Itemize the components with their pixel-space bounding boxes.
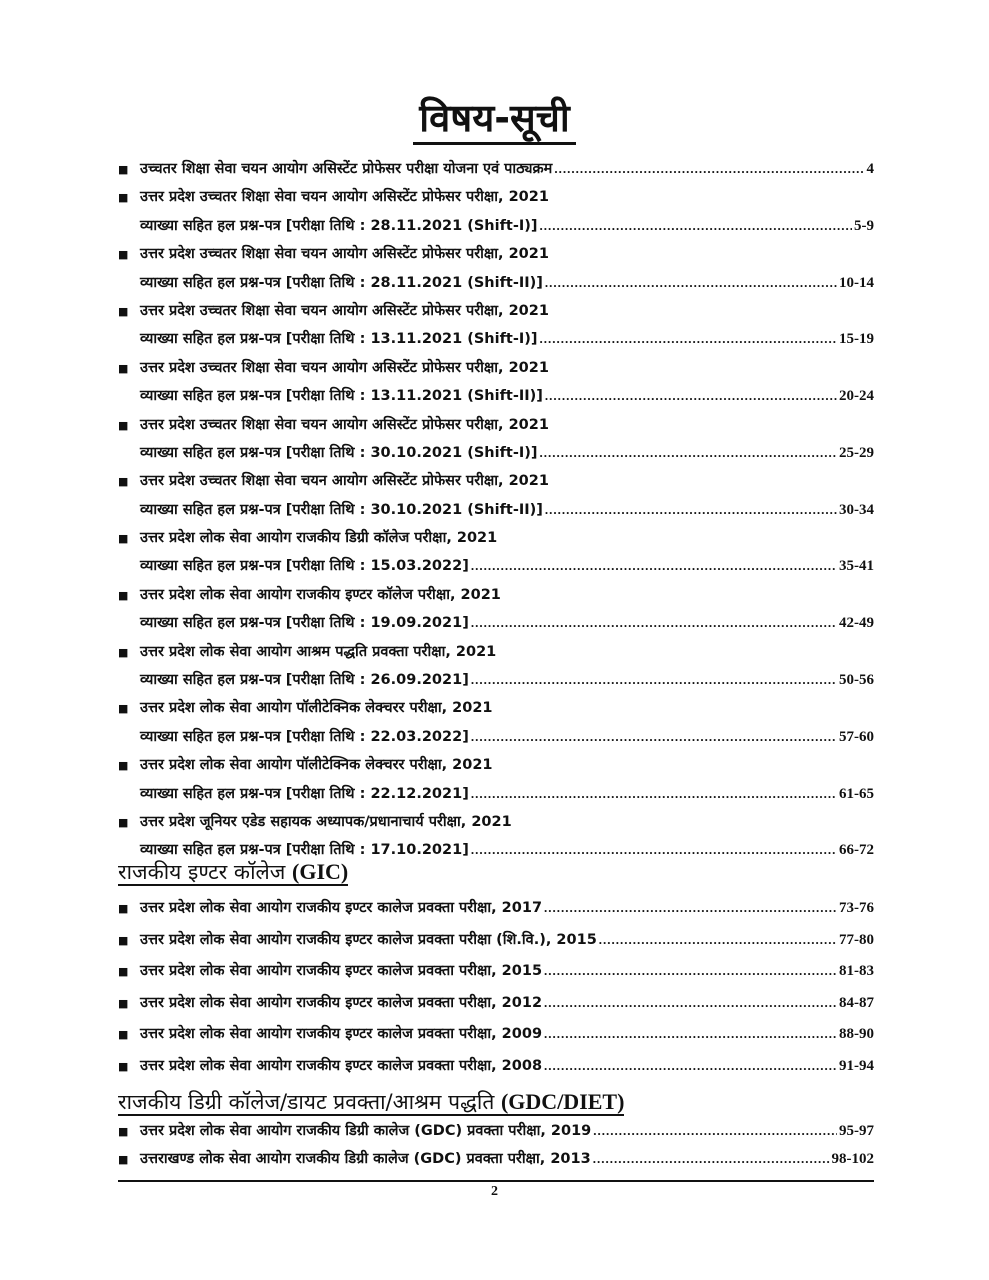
toc-entry-subtitle: व्याख्या सहित हल प्रश्न-पत्र [परीक्षा तिथि : 15.03.2022] [140, 558, 469, 575]
toc-entry-subtitle: व्याख्या सहित हल प्रश्न-पत्र [परीक्षा तिथि : 19.09.2021] [140, 615, 469, 632]
toc-entry-pages: 73-76 [839, 900, 874, 916]
toc-entry-pages: 15-19 [839, 331, 874, 348]
bullet-icon: ■ [118, 933, 129, 947]
toc-entry-pages: 77-80 [839, 931, 874, 948]
toc-entry-title: उत्तर प्रदेश लोक सेवा आयोग पॉलीटेक्निक लेक्चरर परीक्षा, 2021 [140, 757, 493, 774]
toc-entry-subtitle: व्याख्या सहित हल प्रश्न-पत्र [परीक्षा तिथि : 22.12.2021] [140, 785, 469, 802]
section-heading-gic-hindi: राजकीय इण्टर कॉलेज [118, 860, 286, 884]
toc-entry-subtitle: व्याख्या सहित हल प्रश्न-पत्र [परीक्षा तिथि : 22.03.2022] [140, 728, 469, 745]
toc-entry-pages: 98-102 [831, 1151, 874, 1167]
toc-entry-title: उत्तर प्रदेश लोक सेवा आयोग राजकीय इण्टर कालेज प्रवक्ता परीक्षा, 2012 [140, 994, 543, 1011]
toc-entry-pages: 88-90 [839, 1026, 874, 1043]
toc-entry [118, 992, 874, 1024]
section-heading-gdc [118, 1088, 624, 1116]
bullet-icon: ■ [118, 475, 129, 489]
bullet-icon: ■ [118, 815, 129, 829]
dot-leader [540, 218, 852, 234]
toc-entry-pages: 42-49 [839, 615, 874, 632]
toc-entry-title: उत्तर प्रदेश उच्चतर शिक्षा सेवा चयन आयोग असिस्टेंट प्रोफेसर परीक्षा, 2021 [140, 416, 549, 433]
toc-entry-title: उत्तर प्रदेश लोक सेवा आयोग राजकीय इण्टर कॉलेज परीक्षा, 2021 [140, 586, 501, 603]
toc-entry-line1 [118, 641, 874, 669]
toc-entry-title: उत्तर प्रदेश उच्चतर शिक्षा सेवा चयन आयोग असिस्टेंट प्रोफेसर परीक्षा, 2021 [140, 473, 549, 490]
toc-entry-title: उत्तर प्रदेश जूनियर एडेड सहायक अध्यापक/प्रधानाचार्य परीक्षा, 2021 [140, 813, 512, 830]
toc-entry-subtitle: व्याख्या सहित हल प्रश्न-पत्र [परीक्षा तिथि : 17.10.2021] [140, 842, 469, 859]
toc-entry-subtitle: व्याख्या सहित हल प्रश्न-पत्र [परीक्षा तिथि : 26.09.2021] [140, 672, 469, 689]
toc-entry-pages: 10-14 [839, 274, 874, 291]
toc-section-gic [118, 897, 874, 1087]
toc-entry-pages: 91-94 [839, 1057, 874, 1074]
toc-entry-pages: 4 [866, 161, 874, 177]
bullet-icon: ■ [118, 588, 129, 602]
toc-entry-pages: 50-56 [839, 672, 874, 689]
toc-entry-line2 [118, 499, 874, 527]
bullet-icon: ■ [118, 532, 129, 546]
toc-entry-line1 [118, 186, 874, 214]
section-heading-gdc-code: (GDC/DIET) [500, 1089, 625, 1114]
toc-entry-title: उत्तर प्रदेश लोक सेवा आयोग राजकीय इण्टर कालेज प्रवक्ता परीक्षा, 2017 [140, 900, 543, 916]
toc-entry-title: उत्तराखण्ड लोक सेवा आयोग राजकीय डिग्री कालेज (GDC) प्रवक्ता परीक्षा, 2013 [140, 1151, 591, 1167]
toc-entry [118, 1023, 874, 1055]
toc-entry-line1 [118, 470, 874, 498]
toc-entry-line1 [118, 357, 874, 385]
toc-entry-pages: 95-97 [839, 1123, 874, 1139]
bullet-icon: ■ [118, 759, 129, 773]
bullet-icon: ■ [118, 163, 129, 176]
dot-leader [471, 842, 837, 858]
toc-entry [118, 1148, 874, 1176]
toc-entry-pages: 81-83 [839, 963, 874, 980]
dot-leader [471, 558, 837, 574]
toc-entry-line1 [118, 527, 874, 555]
page-title-text: विषय-सूची [413, 96, 575, 145]
bullet-icon: ■ [118, 965, 129, 979]
toc-entry-pages: 20-24 [839, 388, 874, 405]
toc-entry-line2 [118, 385, 874, 413]
toc-entry-subtitle: व्याख्या सहित हल प्रश्न-पत्र [परीक्षा तिथि : 28.11.2021 (Shift-I)] [140, 217, 538, 234]
toc-entry-title: उत्तर प्रदेश लोक सेवा आयोग राजकीय डिग्री कालेज (GDC) प्रवक्ता परीक्षा, 2019 [140, 1123, 592, 1139]
toc-entry-pages: 25-29 [839, 444, 874, 461]
toc-entry-line2 [118, 726, 874, 754]
toc-section-main [118, 158, 874, 868]
toc-entry-title: उत्तर प्रदेश लोक सेवा आयोग राजकीय इण्टर कालेज प्रवक्ता परीक्षा, 2008 [140, 1057, 543, 1074]
bullet-icon: ■ [118, 191, 129, 205]
bullet-icon: ■ [118, 248, 129, 262]
dot-leader [540, 445, 837, 461]
toc-entry-title: उत्तर प्रदेश लोक सेवा आयोग राजकीय इण्टर कालेज प्रवक्ता परीक्षा, 2009 [140, 1026, 543, 1043]
toc-entry-subtitle: व्याख्या सहित हल प्रश्न-पत्र [परीक्षा तिथि : 13.11.2021 (Shift-II)] [140, 388, 543, 405]
dot-leader [471, 615, 837, 631]
bullet-icon: ■ [118, 304, 129, 318]
bullet-icon: ■ [118, 361, 129, 375]
toc-entry-line2 [118, 328, 874, 356]
toc-section-gdc [118, 1120, 874, 1176]
dot-leader [593, 1123, 837, 1139]
toc-entry-pages: 66-72 [839, 842, 874, 859]
toc-entry-line2 [118, 669, 874, 697]
toc-entry-subtitle: व्याख्या सहित हल प्रश्न-पत्र [परीक्षा तिथि : 30.10.2021 (Shift-I)] [140, 444, 538, 461]
dot-leader [545, 502, 837, 518]
section-heading-gic [118, 858, 348, 886]
toc-entry-line1 [118, 243, 874, 271]
toc-entry-line2 [118, 442, 874, 470]
toc-entry-title: उत्तर प्रदेश लोक सेवा आयोग आश्रम पद्धति प्रवक्ता परीक्षा, 2021 [140, 643, 497, 660]
dot-leader [544, 1026, 837, 1042]
toc-entry-pages: 5-9 [854, 217, 874, 234]
section-heading-gdc-underline [118, 1090, 624, 1116]
bullet-icon: ■ [118, 645, 129, 659]
dot-leader [554, 161, 864, 177]
section-heading-gic-underline [118, 860, 348, 886]
toc-entry [118, 897, 874, 929]
toc-entry-pages: 30-34 [839, 501, 874, 518]
toc-entry [118, 158, 874, 186]
toc-entry [118, 1120, 874, 1148]
toc-entry-subtitle: व्याख्या सहित हल प्रश्न-पत्र [परीक्षा तिथि : 28.11.2021 (Shift-II)] [140, 274, 543, 291]
toc-entry-pages: 61-65 [839, 785, 874, 802]
dot-leader [599, 932, 837, 948]
toc-entry-title: उत्तर प्रदेश उच्चतर शिक्षा सेवा चयन आयोग असिस्टेंट प्रोफेसर परीक्षा, 2021 [140, 189, 549, 206]
dot-leader [545, 388, 837, 404]
toc-entry-title: उच्चतर शिक्षा सेवा चयन आयोग असिस्टेंट प्रोफेसर परीक्षा योजना एवं पाठ्यक्रम [140, 161, 553, 177]
toc-entry-line1 [118, 300, 874, 328]
toc-entry-title: उत्तर प्रदेश लोक सेवा आयोग राजकीय इण्टर कालेज प्रवक्ता परीक्षा, 2015 [140, 963, 543, 980]
toc-entry-subtitle: व्याख्या सहित हल प्रश्न-पत्र [परीक्षा तिथि : 13.11.2021 (Shift-I)] [140, 331, 538, 348]
toc-entry [118, 929, 874, 961]
toc-entry-title: उत्तर प्रदेश लोक सेवा आयोग पॉलीटेक्निक लेक्चरर परीक्षा, 2021 [140, 700, 493, 717]
bullet-icon: ■ [118, 1028, 129, 1042]
toc-entry-subtitle: व्याख्या सहित हल प्रश्न-पत्र [परीक्षा तिथि : 30.10.2021 (Shift-II)] [140, 501, 543, 518]
dot-leader [471, 729, 837, 745]
toc-entry-pages: 57-60 [839, 728, 874, 745]
toc-entry-line1 [118, 584, 874, 612]
dot-leader [544, 963, 837, 979]
toc-entry-title: उत्तर प्रदेश लोक सेवा आयोग राजकीय इण्टर कालेज प्रवक्ता परीक्षा (शि.वि.), 2015 [140, 931, 597, 948]
dot-leader [545, 275, 837, 291]
dot-leader [544, 900, 837, 916]
toc-entry-line2 [118, 555, 874, 583]
toc-entry-line1 [118, 414, 874, 442]
toc-entry-title: उत्तर प्रदेश उच्चतर शिक्षा सेवा चयन आयोग असिस्टेंट प्रोफेसर परीक्षा, 2021 [140, 246, 549, 263]
toc-entry-line1 [118, 811, 874, 839]
toc-entry [118, 960, 874, 992]
bullet-icon: ■ [118, 702, 129, 716]
toc-entry-line2 [118, 612, 874, 640]
bullet-icon: ■ [118, 1153, 129, 1166]
toc-entry-pages: 35-41 [839, 558, 874, 575]
toc-entry [118, 1055, 874, 1087]
bullet-icon: ■ [118, 418, 129, 432]
bullet-icon: ■ [118, 1125, 129, 1138]
footer-rule [118, 1180, 874, 1182]
page-number: 2 [491, 1184, 498, 1199]
toc-entry-title: उत्तर प्रदेश उच्चतर शिक्षा सेवा चयन आयोग असिस्टेंट प्रोफेसर परीक्षा, 2021 [140, 359, 549, 376]
toc-entry-line2 [118, 215, 874, 243]
dot-leader [471, 672, 837, 688]
toc-entry-pages: 84-87 [839, 994, 874, 1011]
dot-leader [544, 995, 837, 1011]
bullet-icon: ■ [118, 902, 129, 915]
dot-leader [471, 786, 837, 802]
section-heading-gdc-hindi: राजकीय डिग्री कॉलेज/डायट प्रवक्ता/आश्रम पद्धति [118, 1090, 495, 1114]
toc-entry-line2 [118, 272, 874, 300]
bullet-icon: ■ [118, 996, 129, 1010]
toc-entry-title: उत्तर प्रदेश लोक सेवा आयोग राजकीय डिग्री कॉलेज परीक्षा, 2021 [140, 530, 498, 547]
dot-leader [593, 1151, 830, 1167]
toc-entry-line1 [118, 754, 874, 782]
toc-entry-line1 [118, 697, 874, 725]
section-heading-gic-code: (GIC) [292, 859, 349, 884]
dot-leader [540, 331, 837, 347]
page-title [0, 92, 989, 144]
toc-entry-line2 [118, 783, 874, 811]
dot-leader [544, 1058, 837, 1074]
toc-entry-title: उत्तर प्रदेश उच्चतर शिक्षा सेवा चयन आयोग असिस्टेंट प्रोफेसर परीक्षा, 2021 [140, 302, 549, 319]
bullet-icon: ■ [118, 1059, 129, 1073]
